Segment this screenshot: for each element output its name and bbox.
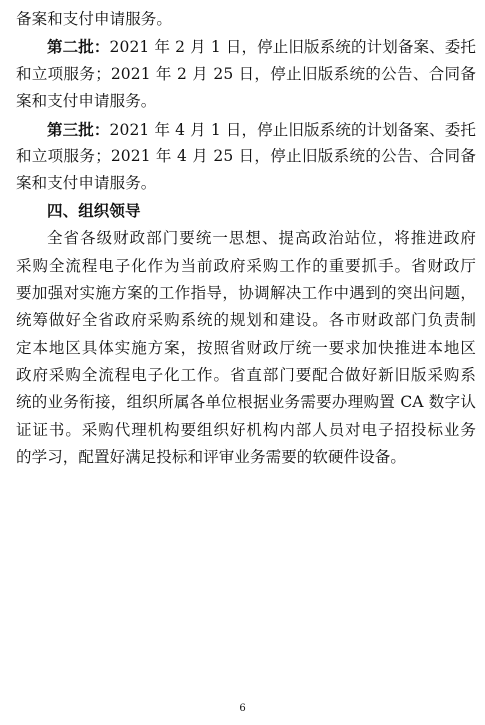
batch3-line-3 <box>16 170 476 197</box>
section-paragraph-line: 要加强对实施方案的工作指导，协调解决工作中遇到的突出问题， <box>16 283 476 302</box>
section-heading: 四、组织领导 <box>47 201 141 220</box>
page-number: 6 <box>239 703 246 714</box>
paragraph-tail-line <box>16 6 476 33</box>
section-paragraph-line: 统的业务衔接，组织所属各单位根据业务需要办理购置 CA 数字认 <box>16 393 476 412</box>
batch2-line-2 <box>16 61 476 88</box>
batch3-line-1 <box>16 116 476 143</box>
section-paragraph-line: 定本地区具体实施方案，按照省财政厅统一要求加快推进本地区 <box>16 338 476 357</box>
batch3-label: 第三批： <box>47 119 110 139</box>
batch2-text-3: 案和支付申请服务。 <box>16 92 157 111</box>
section-paragraph-line: 采购全流程电子化作为当前政府采购工作的重要抓手。省财政厅 <box>16 256 476 275</box>
section-paragraph-line: 统筹做好全省政府采购系统的规划和建设。各市财政部门负责制 <box>16 311 476 330</box>
paragraph-tail-text: 备案和支付申请服务。 <box>16 10 173 28</box>
batch2-label: 第二批： <box>47 37 110 57</box>
document-body <box>16 6 476 472</box>
section-paragraph-line: 的学习，配置好满足投标和评审业务需要的软硬件设备。 <box>16 448 407 467</box>
batch3-line-2 <box>16 143 476 170</box>
batch2-line-3 <box>16 88 476 115</box>
batch2-text-1: 2021 年 2 月 1 日，停止旧版系统的计划备案、委托 <box>109 38 476 57</box>
batch2-text-2: 和立项服务；2021 年 2 月 25 日，停止旧版系统的公告、合同备 <box>16 64 476 83</box>
section-paragraph-line: 全省各级财政部门要统一思想、提高政治站位，将推进政府 <box>47 229 476 248</box>
batch2-line-1 <box>16 33 476 60</box>
section-paragraph-line: 证证书。采购代理机构要组织好机构内部人员对电子招投标业务 <box>16 420 476 439</box>
section-paragraph-line: 政府采购全流程电子化工作。省直部门要配合做好新旧版采购系 <box>16 366 476 385</box>
batch3-text-2: 和立项服务；2021 年 4 月 25 日，停止旧版系统的公告、合同备 <box>16 146 476 165</box>
batch3-text-3: 案和支付申请服务。 <box>16 174 157 193</box>
batch3-text-1: 2021 年 4 月 1 日，停止旧版系统的计划备案、委托 <box>109 120 476 139</box>
